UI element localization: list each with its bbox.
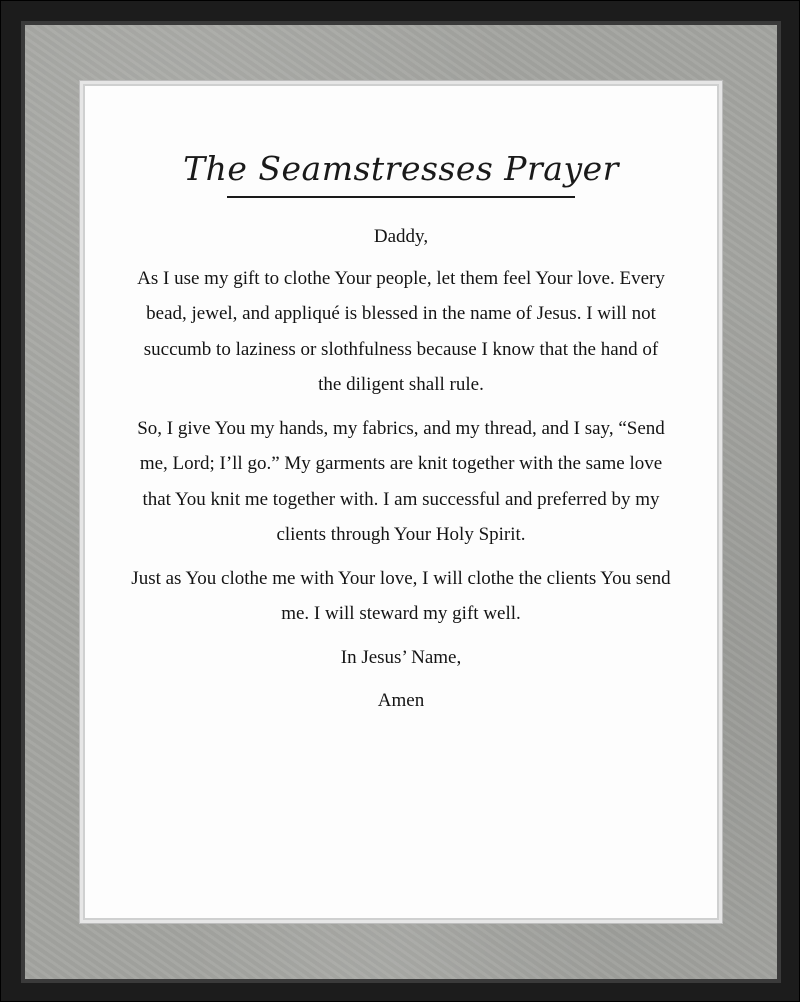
prayer-paragraph-1: As I use my gift to clothe Your people, let them feel Your love. Every bead, jewel, and appliqué is blessed in the name of Jesus. I will not succumb to laziness or slothfulness because I know that the hand of the diligent shall rule.: [137, 267, 665, 395]
closing: In Jesus’ Name,: [340, 646, 462, 668]
prayer-body: [131, 219, 671, 727]
prayer-title: The Seamstresses Prayer: [183, 149, 619, 188]
amen: Amen: [377, 690, 425, 711]
salutation: Daddy,: [373, 226, 429, 247]
prayer-paragraph-3: Just as You clothe me with Your love, I will clothe the clients You send me. I will steward my gift well.: [131, 567, 671, 624]
prayer-paragraph-2: So, I give You my hands, my fabrics, and my thread, and I say, “Send me, Lord; I’ll go.” My garments are knit together with the same love that You knit me together with. I am successful and preferred by my clients through Your Holy Spirit.: [137, 417, 665, 545]
title-underline: [227, 196, 575, 198]
